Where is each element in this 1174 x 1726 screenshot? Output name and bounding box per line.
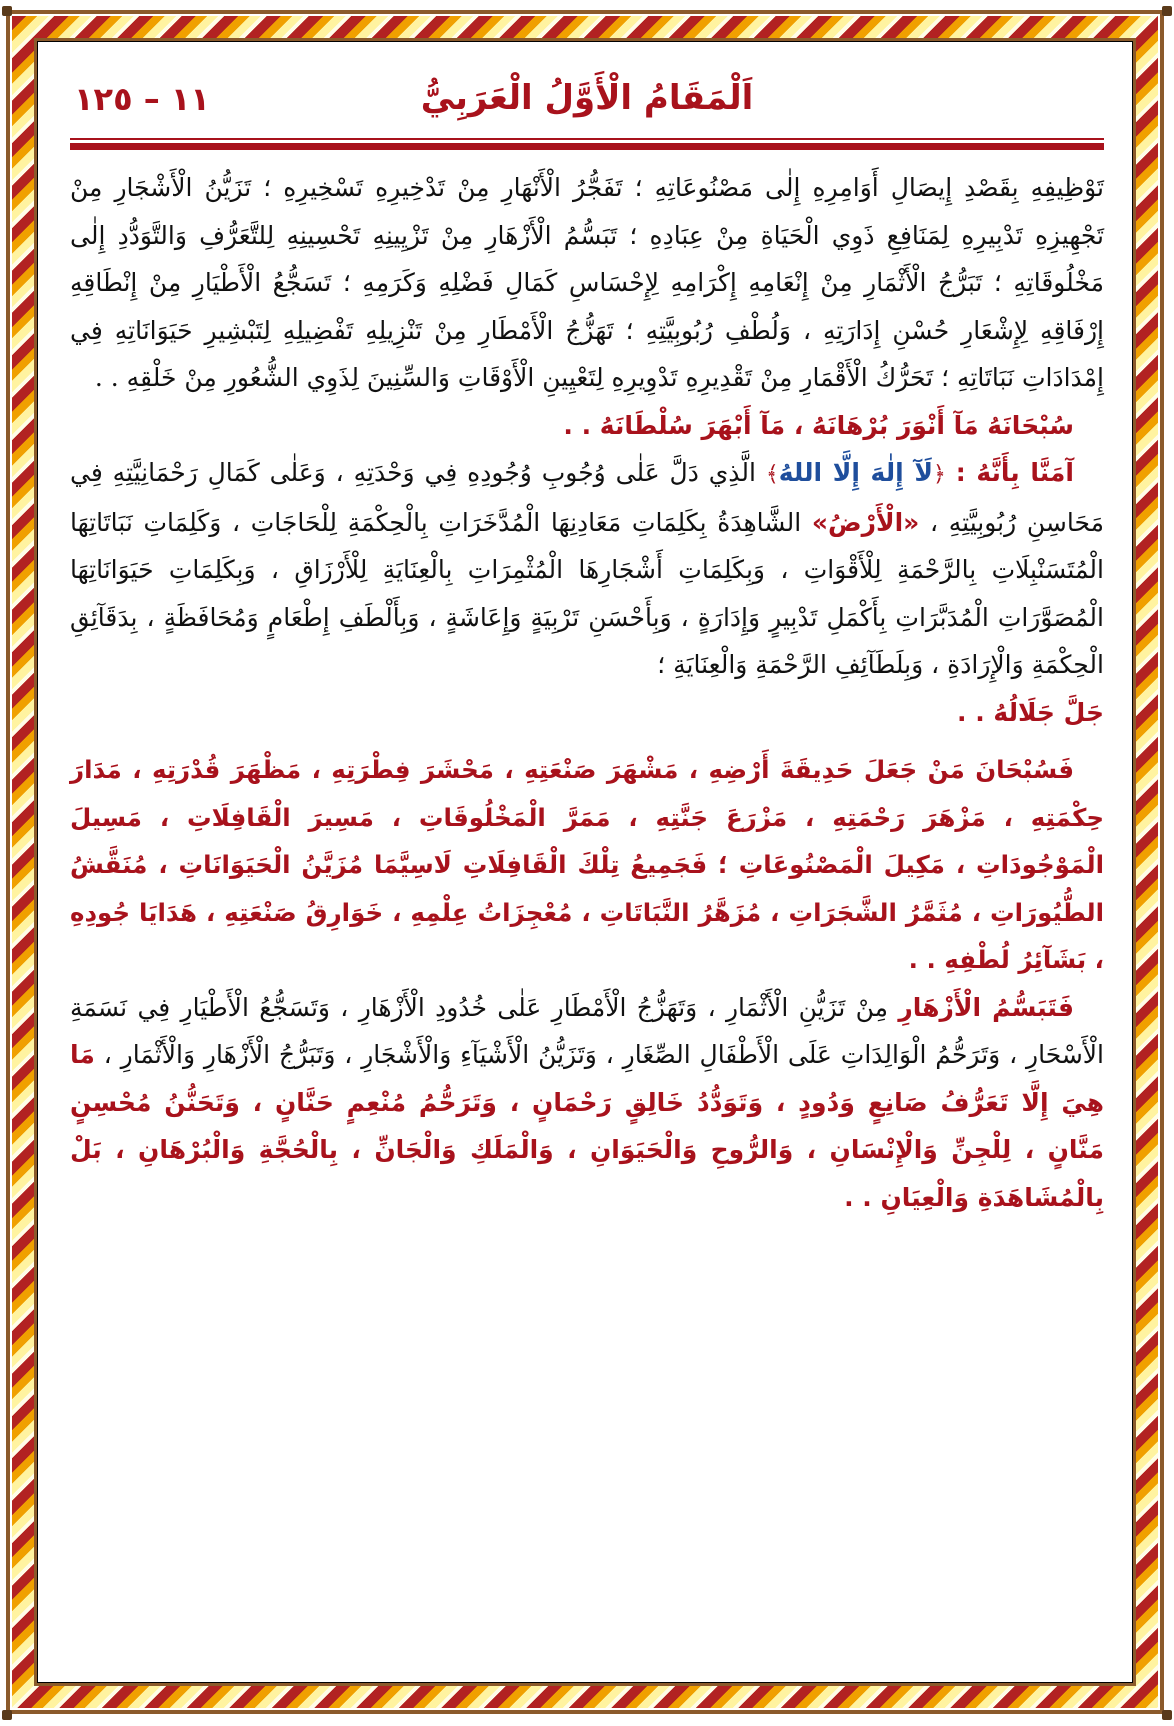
- fasubhana-text: فَسُبْحَانَ مَنْ جَعَلَ حَدِيقَةَ أَرْضِهِ ، مَشْهَرَ صَنْعَتِهِ ، مَحْشَرَ فِطْرَتِهِ ، مَظْهَرَ قُدْرَتِهِ ، مَدَارَ حِكْمَتِهِ ، مَزْهَرَ رَحْمَتِهِ ، مَزْرَعَ جَنَّتِهِ ، مَمَرَّ الْمَخْلُوقَاتِ ، مَسِيرَ الْقَافِلَاتِ ، مَسِيلَ الْمَوْجُودَاتِ ، مَكِيلَ الْمَصْنُوعَاتِ ؛ فَجَمِيعُ تِلْكَ الْقَافِلَاتِ لَاسِيَّمَا مُزَيَّنُ الْحَيَوَانَاتِ ، مُنَقَّشُ الطُّيُورَاتِ ، مُثَمَّرُ الشَّجَرَاتِ ، مُزَهَّرُ النَّبَاتَاتِ ، مُعْجِزَاتُ عِلْمِهِ ، خَوَارِقُ صَنْعَتِهِ ، هَدَايَا جُودِهِ ، بَشَآئِرُ لُطْفِهِ . .: [70, 755, 1104, 974]
- page-title: اَلْمَقَامُ الْأَوَّلُ الْعَرَبِيُّ: [420, 78, 754, 118]
- page-content: [70, 70, 1104, 1221]
- amanna-lead: آمَنَّا بِأَنَّهُ :: [955, 458, 1074, 487]
- al-ard-term: «الْأَرْضُ»: [811, 507, 920, 537]
- ornate-bracket-close-icon: ﴾: [765, 462, 779, 487]
- paragraph-subhanahu: [70, 402, 1104, 450]
- jalla-jalaluhu: جَلَّ جَلَالُهُ . .: [957, 697, 1104, 727]
- page-number: ١١ – ١٢٥: [74, 80, 210, 118]
- tabassum-lead: فَتَبَسُّمُ الْأَزْهَارِ: [898, 992, 1075, 1022]
- amanna-text-a: الَّذِي دَلَّ عَلٰى وُجُوبِ وُجُودِهِ فِي وَحْدَتِهِ ، وَعَلٰى كَمَالِ رَحْمَانِيَّتِهِ فِي مَحَاسِنِ رُبُوبِيَّتِهِ ،: [70, 458, 1104, 537]
- paragraph-1: تَوْظِيفِهِ بِقَصْدِ إِيصَالِ أَوَامِرِهِ إِلٰى مَصْنُوعَاتِهِ ؛ تَفَجُّرُ الْأَنْهَارِ مِنْ تَدْخِيرِهِ تَسْخِيرِهِ ؛ تَزَيُّنُ الْأَشْجَارِ مِنْ تَجْهِيزِهِ تَدْبِيرِهِ لِمَنَافِعِ ذَوِي الْحَيَاةِ مِنْ عِبَادِهِ ؛ تَبَسُّمُ الْأَزْهَارِ مِنْ تَزْيِينِهِ تَحْسِينِهِ لِلتَّعَرُّفِ وَالتَّوَدُّدِ إِلٰى مَخْلُوقَاتِهِ ؛ تَبَرُّجُ الْأَثْمَارِ مِنْ إِنْعَامِهِ إِكْرَامِهِ لِإِحْسَاسِ كَمَالِ فَضْلِهِ وَكَرَمِهِ ؛ تَسَجُّعُ الْأَطْيَارِ مِنْ إِنْطَاقِهِ إِرْفَاقِهِ لِإِشْعَارِ حُسْنِ إِدَارَتِهِ ، وَلُطْفِ رُبُوبِيَّتِهِ ؛ تَهَزُّجُ الْأَمْطَارِ مِنْ تَنْزِيلِهِ تَفْضِيلِهِ لِتَبْشِيرِ حَيَوَانَاتِهِ فِي إِمْدَادَاتِ نَبَاتَاتِهِ ؛ تَحَرُّكُ الْأَقْمَارِ مِنْ تَقْدِيرِهِ تَدْوِيرِهِ لِتَعْيِينِ الْأَوْقَاتِ وَالسِّنِينَ لِذَوِي الشُّعُورِ مِنْ خَلْقِهِ . .: [70, 173, 1105, 392]
- corner-ornament-icon: [2, 1710, 12, 1720]
- subhanahu-text: سُبْحَانَهُ مَآ أَنْوَرَ بُرْهَانَهُ ، مَآ أَبْهَرَ سُلْطَانَهُ . .: [563, 410, 1074, 440]
- tabassum-text-b: مَا هِيَ إِلَّا تَعَرُّفُ صَانِعٍ وَدُودٍ ، وَتَوَدُّدُ خَالِقٍ رَحْمَانٍ ، وَتَرَحُّمُ مُنْعِمٍ حَنَّانٍ ، وَتَحَنُّنُ مُحْسِنٍ مَنَّانٍ ، لِلْجِنِّ وَالْإِنْسَانِ ، وَالرُّوحِ وَالْحَيَوَانِ ، وَالْمَلَكِ وَالْجَانِّ ، بِالْحُجَّةِ وَالْبُرْهَانِ ، بَلْ بِالْمُشَاهَدَةِ وَالْعِيَانِ . .: [70, 1040, 1104, 1212]
- shahada-text: لَآ إِلٰهَ إِلَّا اللهُ: [778, 458, 933, 487]
- document-body: [70, 164, 1104, 1221]
- ornate-bracket-open-icon: ﴿: [932, 462, 946, 487]
- page-header: [70, 70, 1104, 138]
- header-rule-thick: [70, 143, 1104, 150]
- amanna-text-b: الشَّاهِدَةُ بِكَلِمَاتِ مَعَادِنِهَا الْمُدَّخَرَاتِ بِالْحِكْمَةِ لِلْحَاجَاتِ ، وَكَلِمَاتِ نَبَاتَاتِهَا الْمُتَسَنْبِلَاتِ بِالرَّحْمَةِ لِلْأَقْوَاتِ ، وَبِكَلِمَاتِ أَشْجَارِهَا الْمُثْمِرَاتِ بِالْعِنَايَةِ لِلْأَرْزَاقِ ، وَبِكَلِمَاتِ حَيَوَانَاتِهَا الْمُصَوَّرَاتِ الْمُدَبَّرَاتِ بِأَكْمَلِ تَدْبِيرٍ وَإِدَارَةٍ ، وَبِأَحْسَنِ تَرْبِيَةٍ وَإِعَاشَةٍ ، وَبِأَلْطَفِ إِطْعَامٍ وَمُحَافَظَةٍ ، بِدَقَآئِقِ الْحِكْمَةِ وَالْإِرَادَةِ ، وَبِلَطَآئِفِ الرَّحْمَةِ وَالْعِنَايَةِ ؛: [70, 507, 1104, 679]
- corner-ornament-icon: [1162, 1710, 1172, 1720]
- tabassum-text-a: مِنْ تَزَيُّنِ الْأَثْمَارِ ، وَتَهَزُّجُ الْأَمْطَارِ عَلٰى خُدُودِ الْأَزْهَارِ ، وَتَسَجُّعُ الْأَطْيَارِ فِي نَسَمَةِ الْأَسْحَارِ ، وَتَرَحُّمُ الْوَالِدَاتِ عَلَى الْأَطْفَالِ الصِّغَارِ ، وَتَزَيُّنُ الْأَشْيَآءِ وَالْأَشْجَارِ ، وَتَبَرُّجُ الْأَزْهَارِ وَالْأَثْمَارِ ،: [70, 992, 1104, 1069]
- corner-ornament-icon: [1162, 6, 1172, 16]
- paragraph-amanna: [70, 449, 1104, 736]
- paragraph-fasubhana: [70, 746, 1104, 984]
- corner-ornament-icon: [2, 6, 12, 16]
- paragraph-tabassum: [70, 984, 1104, 1222]
